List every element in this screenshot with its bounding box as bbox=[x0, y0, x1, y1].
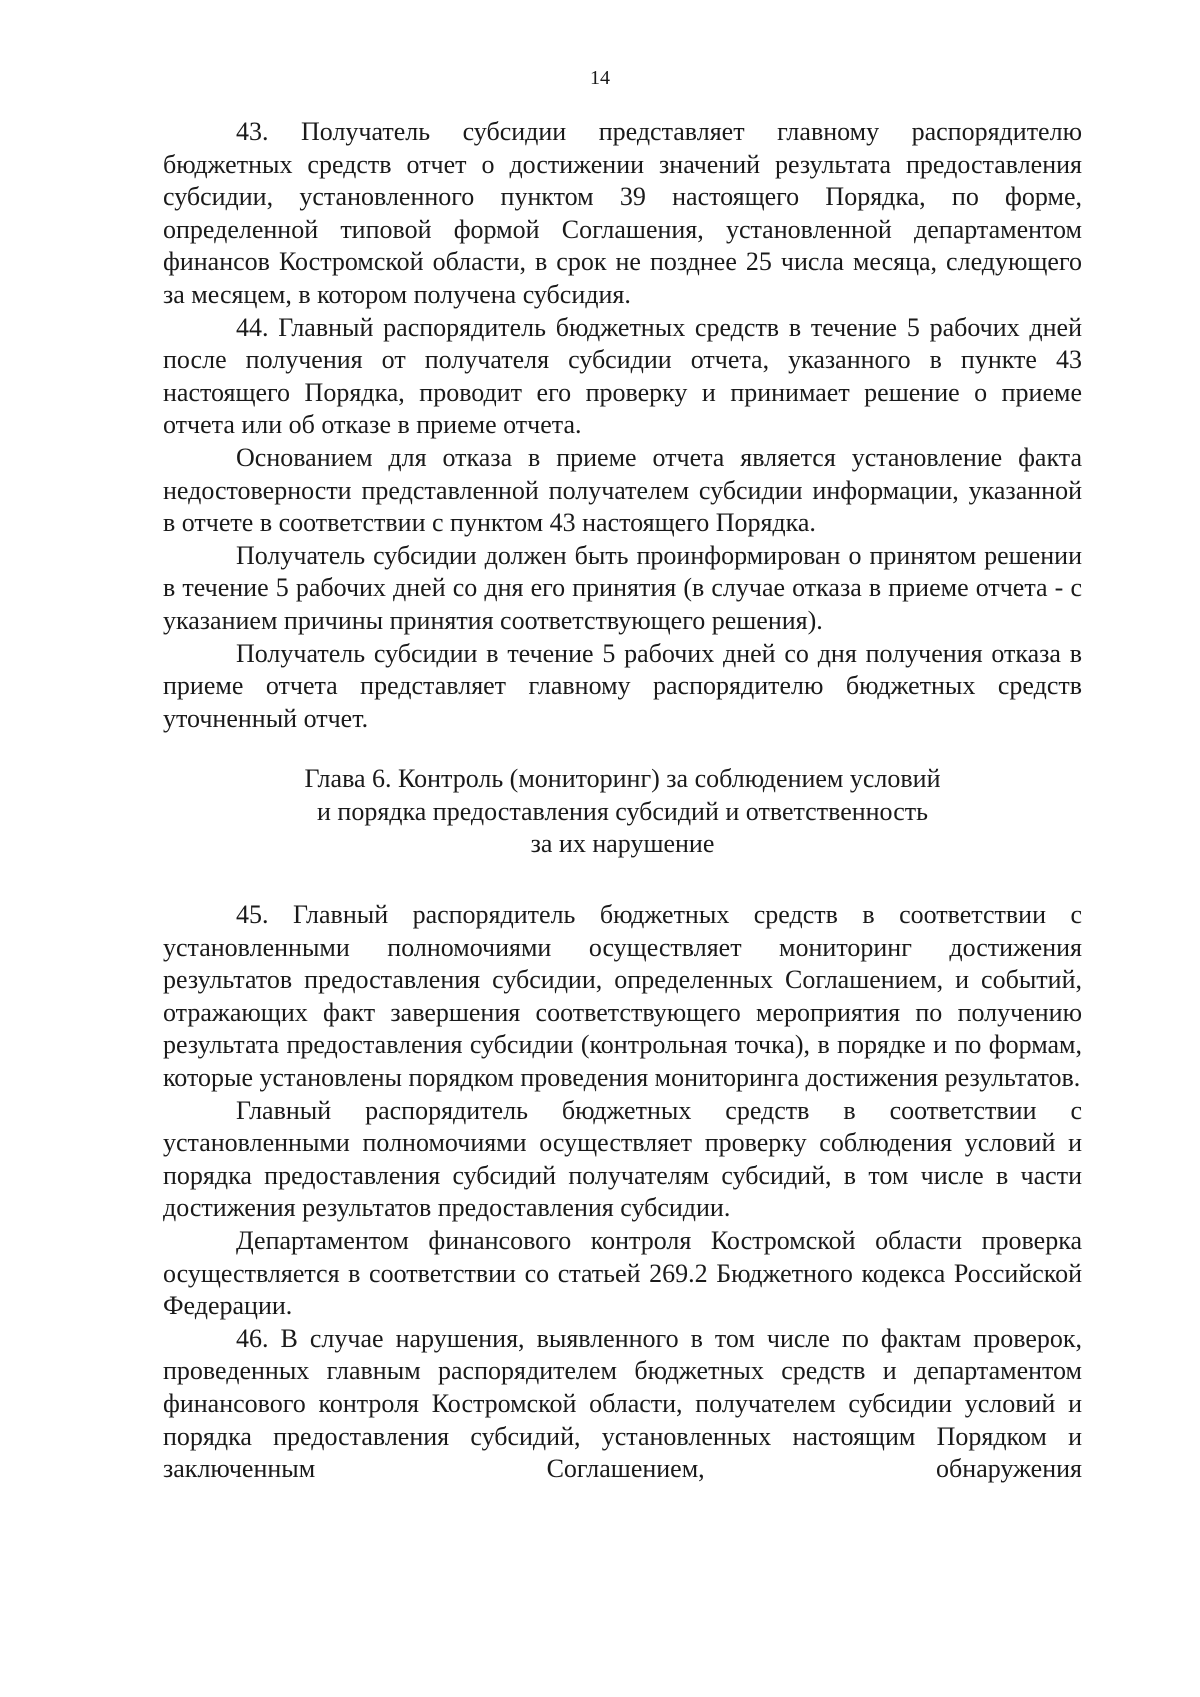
paragraph-44: 44. Главный распорядитель бюджетных средств в течение 5 рабочих дней после получения от получателя субсидии отчета, указанного в пункте 43 настоящего Порядка, проводит его проверку и принимает решение о приеме отчета или об отказе в приеме отчета. bbox=[163, 312, 1082, 440]
paragraph-revised-report: Получатель субсидии в течение 5 рабочих дней со дня получения отказа в приеме отчета представляет главному распорядителю бюджетных средств уточненный отчет. bbox=[163, 638, 1082, 733]
page-number: 14 bbox=[590, 67, 610, 89]
paragraph-46: 46. В случае нарушения, выявленного в том числе по фактам проверок, проведенных главным распорядителем бюджетных средств и департаментом финансового контроля Костромской области, получателем субсидии условий и порядка предоставления субсидий, установленных настоящим Порядком и заключенным Соглашением, обнаружения bbox=[163, 1323, 1082, 1484]
paragraph-refusal-grounds: Основанием для отказа в приеме отчета является установление факта недостоверности представленной получателем субсидии информации, указанной в отчете в соответствии с пунктом 43 настоящего Порядка. bbox=[163, 442, 1082, 538]
document-body bbox=[163, 116, 1082, 1486]
paragraph-verification: Главный распорядитель бюджетных средств в соответствии с установленными полномочиями осуществляет проверку соблюдения условий и порядка предоставления субсидий получателям субсидий, в том числе в части достижения результатов предоставления субсидии. bbox=[163, 1095, 1082, 1223]
paragraph-45: 45. Главный распорядитель бюджетных средств в соответствии с установленными полномочиями осуществляет мониторинг достижения результатов предоставления субсидии, определенных Соглашением, и событий, отражающих факт завершения соответствующего мероприятия по получению результата предоставления субсидии (контрольная точка), в порядке и по формам, которые установлены порядком проведения мониторинга достижения результатов. bbox=[163, 900, 1082, 1093]
chapter-heading-line-2: и порядка предоставления субсидий и ответственность bbox=[317, 796, 928, 826]
paragraph-43: 43. Получатель субсидии представляет главному распорядителю бюджетных средств отчет о достижении значений результата предоставления субсидии, установленного пунктом 39 настоящего Порядка, по форме, определенной типовой формой Соглашения, установленной департаментом финансов Костромской области, в срок не позднее 25 числа месяца, следующего за месяцем, в котором получена субсидия. bbox=[163, 117, 1082, 309]
chapter-heading-line-3: за их нарушение bbox=[530, 829, 715, 859]
paragraph-financial-control: Департаментом финансового контроля Костромской области проверка осуществляется в соответствии со статьей 269.2 Бюджетного кодекса Российской Федерации. bbox=[163, 1226, 1082, 1321]
chapter-heading bbox=[163, 763, 1082, 861]
paragraph-notification: Получатель субсидии должен быть проинформирован о принятом решении в течение 5 рабочих дней со дня его принятия (в случае отказа в приеме отчета - с указанием причины принятия соответствующего решения). bbox=[163, 540, 1082, 635]
chapter-heading-line-1: Глава 6. Контроль (мониторинг) за соблюдением условий bbox=[304, 764, 941, 794]
